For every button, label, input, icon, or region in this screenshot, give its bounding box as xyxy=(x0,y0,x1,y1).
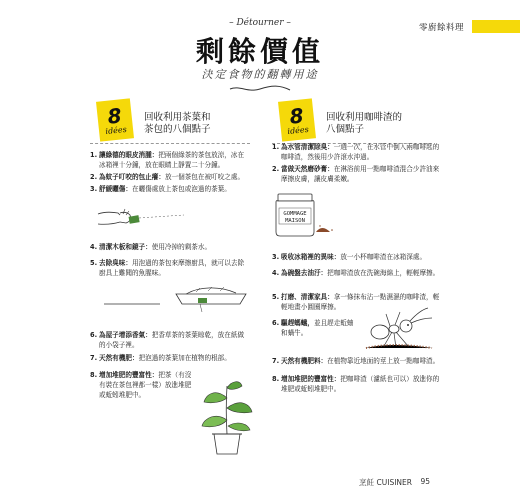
coffee-heading-line1: 回收利用咖啡渣的 xyxy=(326,112,403,123)
jar-label-line1: GOMMAGE xyxy=(283,211,307,217)
coffee-item-lead: 打磨、清潔家具： xyxy=(281,293,334,301)
coffee-item-3 xyxy=(272,252,442,262)
coffee-item-number: 6. xyxy=(272,319,280,327)
coffee-item-lead: 為碗盤去油汙： xyxy=(281,269,328,277)
tea-item-7 xyxy=(90,353,250,363)
arm-teabag-illustration xyxy=(96,205,192,229)
page-title: 剩餘價值 xyxy=(195,35,324,68)
coffee-item-8 xyxy=(272,374,442,394)
tea-item-8 xyxy=(90,370,192,400)
coffee-item-lead: 天然有機肥料： xyxy=(281,357,328,365)
tea-item-lead: 為屋子增添香氣： xyxy=(99,331,152,339)
coffee-item-7 xyxy=(272,356,442,366)
tea-item-number: 8. xyxy=(90,371,98,379)
coffee-item-number: 1. xyxy=(272,143,280,151)
page-subtitle: 決定食物的翻轉用途 xyxy=(201,68,319,81)
tea-item-2 xyxy=(90,172,250,182)
tea-item-text: 把兩個綠茶的茶包放涼，冰在冰箱裡十分鐘，放在眼睛上靜置二十分鐘。 xyxy=(99,151,245,169)
coffee-item-2 xyxy=(272,164,442,184)
kicker xyxy=(0,18,520,28)
tea-item-number: 6. xyxy=(90,331,98,339)
fish-tray-illustration xyxy=(100,282,250,318)
coffee-item-text: 把咖啡渣（濾紙也可以）放進你的堆肥或蚯蚓堆肥中。 xyxy=(281,375,440,393)
section-label: 零廚餘料理 xyxy=(418,23,464,33)
footer-magazine-name: 烹飪 CUISINER xyxy=(359,478,412,487)
coffee-item-text: 放一小杯咖啡渣在冰箱深處。 xyxy=(340,253,427,261)
subtitle-underline-doodle xyxy=(228,84,292,94)
coffee-item-number: 5. xyxy=(272,293,280,301)
coffee-item-lead: 增加堆肥的豐富性： xyxy=(281,375,341,383)
coffee-item-number: 3. xyxy=(272,253,280,261)
tea-heading-line2: 茶包的八個點子 xyxy=(144,124,211,135)
kicker-dash-right: – xyxy=(283,18,291,28)
coffee-item-4 xyxy=(272,268,442,278)
coffee-ideas-badge xyxy=(278,98,316,141)
tea-item-text: 把茶（有沒有裝在茶包裡都一樣）放進堆肥或蚯蚓堆肥中。 xyxy=(99,371,192,399)
footer-magazine xyxy=(359,477,412,488)
coffee-item-number: 8. xyxy=(272,375,280,383)
coffee-heading-line2: 八個點子 xyxy=(326,124,365,135)
coffee-item-lead: 為水管清潔除臭： xyxy=(281,143,334,151)
tea-item-4 xyxy=(90,242,250,252)
scrub-jar-illustration xyxy=(270,192,336,246)
tea-item-text: 用泡過的茶包來摩擦廚具，就可以去除廚具上難聞的魚腥味。 xyxy=(99,259,245,277)
tea-item-lead: 增加堆肥的豐富性： xyxy=(99,371,159,379)
coffee-item-lead: 吸收冰箱裡的異味： xyxy=(281,253,341,261)
coffee-item-number: 2. xyxy=(272,165,280,173)
tea-item-text: 在曬傷處放上茶包或泡過的茶葉。 xyxy=(131,185,231,193)
tea-item-5 xyxy=(90,258,250,278)
coffee-item-text: 拿一條抹布沾一點濕濕的咖啡渣，輕輕地畫小圓圈摩擦。 xyxy=(281,293,440,311)
coffee-item-number: 4. xyxy=(272,269,280,277)
coffee-item-text: 並且趕走蚯蚰和蝸牛。 xyxy=(281,319,354,337)
tea-item-lead: 為蚊子叮咬的包止癢： xyxy=(99,173,165,181)
coffee-item-text: 在淋浴前用一點咖啡渣混合少許油來摩擦皮膚，讓皮膚柔嫩。 xyxy=(281,165,440,183)
tea-item-lead: 天然有機肥： xyxy=(99,354,139,362)
tea-item-number: 5. xyxy=(90,259,98,267)
tea-badge-number: 8 xyxy=(106,102,123,129)
tea-item-lead: 讓綠德的眼皮消腫： xyxy=(99,151,159,159)
tea-heading xyxy=(144,112,211,136)
coffee-item-lead: 當做天然磨砂膏： xyxy=(281,165,334,173)
page-number: 95 xyxy=(420,477,430,486)
coffee-item-6 xyxy=(272,318,358,338)
tea-ideas-badge xyxy=(96,98,134,141)
potted-plant-illustration xyxy=(196,378,258,458)
tea-item-number: 2. xyxy=(90,173,98,181)
tea-item-3 xyxy=(90,184,250,194)
tea-item-number: 7. xyxy=(90,354,98,362)
kicker-dash-left: – xyxy=(229,18,237,28)
coffee-badge-word: idées xyxy=(286,124,310,136)
tea-badge-word: idées xyxy=(104,124,128,136)
tea-item-text: 使用冷掉的剩茶水。 xyxy=(151,243,212,251)
coffee-item-number: 7. xyxy=(272,357,280,365)
tea-item-lead: 舒緩曬傷： xyxy=(99,185,132,193)
tea-item-1 xyxy=(90,150,250,170)
tea-item-number: 3. xyxy=(90,185,98,193)
tea-item-lead: 去除臭味： xyxy=(99,259,132,267)
coffee-item-1 xyxy=(272,142,442,162)
jar-label-line2: MAISON xyxy=(285,218,305,224)
tea-heading-rule xyxy=(90,143,250,144)
coffee-item-text: 把咖啡渣放在洗碗海綿上，輕輕摩擦。 xyxy=(327,269,440,277)
coffee-badge-number: 8 xyxy=(288,102,305,129)
tea-heading-line1: 回收利用茶葉和 xyxy=(144,112,211,123)
coffee-item-text: 一週一次，在水管中倒入兩咖啡匙的咖啡渣，然後用少許滾水沖過。 xyxy=(281,143,440,161)
coffee-item-text: 在植物靠近地面的莖上放一點咖啡渣。 xyxy=(327,357,440,365)
tea-item-text: 把泡過的茶葉加在植物的根部。 xyxy=(138,354,231,362)
kicker-text: Détourner xyxy=(236,18,284,28)
tea-item-6 xyxy=(90,330,250,350)
ant-illustration xyxy=(362,302,442,352)
tea-item-text: 把香草茶的茶葉晾乾，放在紙做的小袋子裡。 xyxy=(99,331,245,349)
tea-item-number: 4. xyxy=(90,243,98,251)
coffee-item-lead: 驅趕螞蟻， xyxy=(281,319,314,327)
tea-item-text: 放一個茶包在被叮咬之處。 xyxy=(164,173,245,181)
coffee-heading xyxy=(326,112,402,136)
tea-item-lead: 清潔木板和鏡子： xyxy=(99,243,152,251)
tea-item-number: 1. xyxy=(90,151,98,159)
